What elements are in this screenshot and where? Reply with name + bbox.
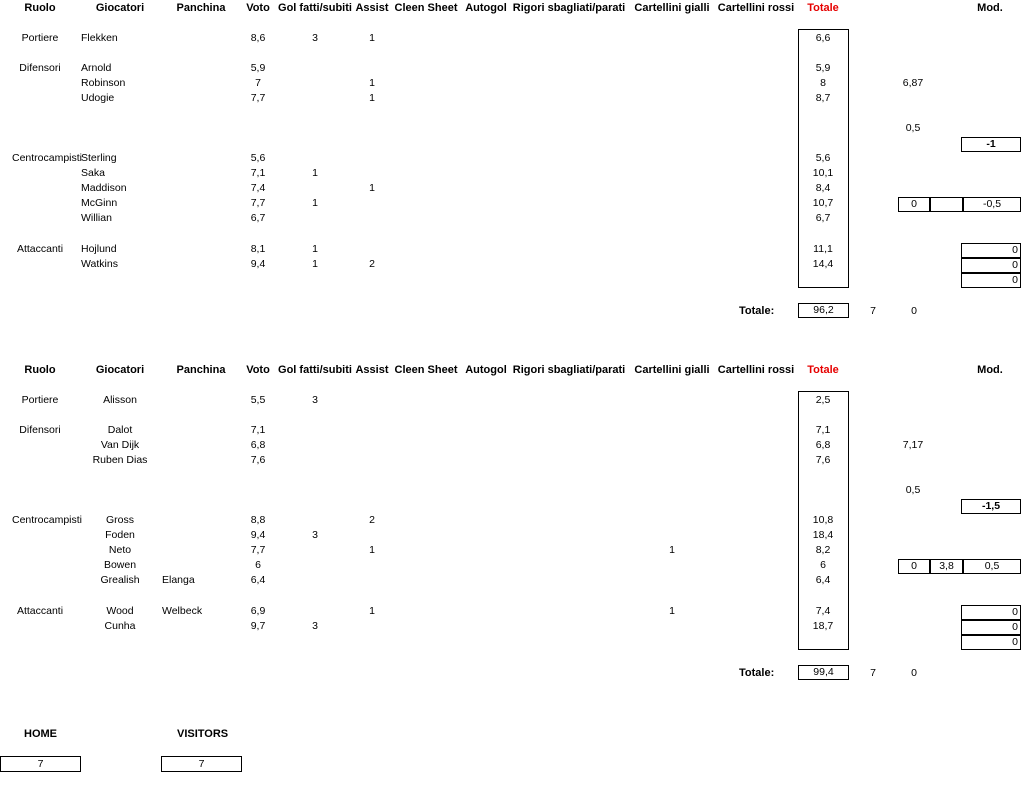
voto-cell: 6,8 <box>250 439 266 451</box>
player-name[interactable]: Hojlund <box>81 243 117 255</box>
mod-bottom-box[interactable]: 0 <box>961 605 1021 620</box>
mod-bottom-box[interactable]: 0 <box>961 258 1021 273</box>
header-ruolo: Ruolo <box>24 2 56 14</box>
totale-cell: 8 <box>820 77 826 89</box>
totale-cell: 6,6 <box>815 32 831 44</box>
home-score-box[interactable]: 7 <box>0 756 81 772</box>
voto-cell: 7,1 <box>250 424 266 436</box>
header-cartellini-gialli: Cartellini gialli <box>634 2 710 14</box>
voto-cell: 7,6 <box>250 454 266 466</box>
voto-cell: 7,1 <box>250 167 266 179</box>
voto-cell: 7,7 <box>250 544 266 556</box>
player-name[interactable]: Maddison <box>81 182 127 194</box>
voto-cell: 7,4 <box>250 182 266 194</box>
assist-cell: 1 <box>369 182 375 194</box>
header-giocatori: Giocatori <box>95 364 145 376</box>
player-name[interactable]: Gross <box>105 514 135 526</box>
player-name[interactable]: Saka <box>81 167 105 179</box>
player-name[interactable]: Sterling <box>81 152 117 164</box>
header-cartellini-gialli: Cartellini gialli <box>634 364 710 376</box>
voto-cell: 6 <box>255 559 261 571</box>
player-name[interactable]: Watkins <box>81 258 118 270</box>
totale-cell: 18,4 <box>812 529 834 541</box>
totale-column-box <box>798 29 849 288</box>
assist-cell: 1 <box>369 92 375 104</box>
voto-cell: 8,6 <box>250 32 266 44</box>
totale-cell: 10,8 <box>812 514 834 526</box>
voto-cell: 5,9 <box>250 62 266 74</box>
defense-bonus: 0,5 <box>905 122 921 134</box>
total-extra-1: 7 <box>870 667 876 679</box>
header-clean-sheet: Cleen Sheet <box>394 364 458 376</box>
gol-cell: 1 <box>312 258 318 270</box>
player-name[interactable]: Arnold <box>81 62 112 74</box>
assist-cell: 1 <box>369 544 375 556</box>
role-label-attaccanti: Attaccanti <box>16 243 64 255</box>
voto-cell: 7 <box>255 77 261 89</box>
gol-cell: 3 <box>312 620 318 632</box>
header-rigori: Rigori sbagliati/parati <box>512 364 626 376</box>
gol-cell: 1 <box>312 243 318 255</box>
mod-top-box[interactable]: -1,5 <box>961 499 1021 514</box>
totale-cell: 5,6 <box>815 152 831 164</box>
totale-cell: 7,6 <box>815 454 831 466</box>
player-name[interactable]: Van Dijk <box>100 439 140 451</box>
role-label-difensori: Difensori <box>19 62 61 74</box>
totale-cell: 2,5 <box>815 394 831 406</box>
mod-mid-box[interactable]: 0 <box>898 559 930 574</box>
cartellini-gialli-cell: 1 <box>669 605 675 617</box>
player-name[interactable]: Robinson <box>81 77 126 89</box>
role-label-centrocampisti: Centrocampisti <box>11 514 83 526</box>
player-name[interactable]: Foden <box>105 529 135 541</box>
total-label: Totale: <box>739 305 775 317</box>
player-name[interactable]: Wood <box>106 605 134 617</box>
player-name[interactable]: Udogie <box>81 92 115 104</box>
total-extra-2: 0 <box>911 667 917 679</box>
totale-cell: 7,1 <box>815 424 831 436</box>
voto-cell: 7,7 <box>250 197 266 209</box>
role-label-difensori: Difensori <box>19 424 61 436</box>
header-assist: Assist <box>355 2 389 14</box>
voto-cell: 8,8 <box>250 514 266 526</box>
bench-player: Elanga <box>162 574 195 586</box>
voto-cell: 8,1 <box>250 243 266 255</box>
player-name[interactable]: Ruben Dias <box>92 454 148 466</box>
totale-cell: 10,7 <box>812 197 834 209</box>
header-cartellini-rossi: Cartellini rossi <box>717 364 795 376</box>
totale-cell: 10,1 <box>812 167 834 179</box>
assist-cell: 1 <box>369 605 375 617</box>
visitors-label: VISITORS <box>177 728 229 740</box>
assist-cell: 2 <box>369 514 375 526</box>
totale-cell: 7,4 <box>815 605 831 617</box>
voto-cell: 5,5 <box>250 394 266 406</box>
player-name[interactable]: Cunha <box>104 620 136 632</box>
header-panchina: Panchina <box>176 364 226 376</box>
header-mod: Mod. <box>977 2 1003 14</box>
voto-cell: 9,4 <box>250 258 266 270</box>
header-autogol: Autogol <box>465 2 507 14</box>
cartellini-gialli-cell: 1 <box>669 544 675 556</box>
player-name[interactable]: Bowen <box>103 559 137 571</box>
header-voto: Voto <box>246 364 270 376</box>
assist-cell: 1 <box>369 32 375 44</box>
mod-mid-box[interactable] <box>930 197 963 212</box>
mod-mid-box[interactable]: 3,8 <box>930 559 963 574</box>
header-panchina: Panchina <box>176 2 226 14</box>
header-mod: Mod. <box>977 364 1003 376</box>
role-label-centrocampisti: Centrocampisti <box>11 152 83 164</box>
gol-cell: 1 <box>312 167 318 179</box>
player-name[interactable]: Willian <box>81 212 112 224</box>
mod-top-box[interactable]: -1 <box>961 137 1021 152</box>
mod-bottom-box[interactable]: 0 <box>961 620 1021 635</box>
assist-cell: 1 <box>369 77 375 89</box>
home-label: HOME <box>24 728 57 740</box>
total-extra-2: 0 <box>911 305 917 317</box>
header-autogol: Autogol <box>465 364 507 376</box>
gol-cell: 1 <box>312 197 318 209</box>
player-name[interactable]: Alisson <box>103 394 137 406</box>
player-name[interactable]: McGinn <box>81 197 118 209</box>
mod-bottom-box[interactable]: 0 <box>961 635 1021 650</box>
header-voto: Voto <box>246 2 270 14</box>
voto-cell: 9,4 <box>250 529 266 541</box>
total-value-box[interactable]: 96,2 <box>798 303 849 318</box>
totale-column-box <box>798 391 849 650</box>
totale-cell: 6,8 <box>815 439 831 451</box>
voto-cell: 9,7 <box>250 620 266 632</box>
role-label-portiere: Portiere <box>21 394 59 406</box>
totale-cell: 6,4 <box>815 574 831 586</box>
totale-cell: 11,1 <box>813 243 833 255</box>
header-rigori: Rigori sbagliati/parati <box>512 2 626 14</box>
voto-cell: 6,4 <box>250 574 266 586</box>
mod-bottom-box[interactable]: 0 <box>961 273 1021 288</box>
gol-cell: 3 <box>312 394 318 406</box>
total-value-box[interactable]: 99,4 <box>798 665 849 680</box>
player-name[interactable]: Dalot <box>107 424 133 436</box>
mod-mid-box[interactable]: 0,5 <box>963 559 1021 574</box>
role-label-portiere: Portiere <box>21 32 59 44</box>
voto-cell: 5,6 <box>250 152 266 164</box>
voto-cell: 6,7 <box>250 212 266 224</box>
totale-cell: 8,2 <box>815 544 831 556</box>
voto-cell: 6,9 <box>250 605 266 617</box>
header-cartellini-rossi: Cartellini rossi <box>717 2 795 14</box>
gol-cell: 3 <box>312 529 318 541</box>
header-totale: Totale <box>807 364 839 376</box>
total-extra-1: 7 <box>870 305 876 317</box>
header-gol: Gol fatti/subiti <box>278 364 352 376</box>
header-ruolo: Ruolo <box>24 364 56 376</box>
voto-cell: 7,7 <box>250 92 266 104</box>
totale-cell: 6 <box>820 559 826 571</box>
totale-cell: 6,7 <box>815 212 831 224</box>
assist-cell: 2 <box>369 258 375 270</box>
bench-player: Welbeck <box>162 605 203 617</box>
totale-cell: 8,4 <box>815 182 831 194</box>
header-clean-sheet: Cleen Sheet <box>394 2 458 14</box>
mod-bottom-box[interactable]: 0 <box>961 243 1021 258</box>
defense-average: 6,87 <box>902 77 924 89</box>
header-totale: Totale <box>807 2 839 14</box>
header-gol: Gol fatti/subiti <box>278 2 352 14</box>
totale-cell: 8,7 <box>815 92 831 104</box>
mod-mid-box[interactable]: -0,5 <box>963 197 1021 212</box>
player-name[interactable]: Neto <box>108 544 132 556</box>
gol-cell: 3 <box>312 32 318 44</box>
visitors-score-box[interactable]: 7 <box>161 756 242 772</box>
totale-cell: 5,9 <box>815 62 831 74</box>
player-name[interactable]: Grealish <box>100 574 140 586</box>
header-assist: Assist <box>355 364 389 376</box>
defense-average: 7,17 <box>902 439 924 451</box>
role-label-attaccanti: Attaccanti <box>16 605 64 617</box>
totale-cell: 14,4 <box>812 258 834 270</box>
mod-mid-box[interactable]: 0 <box>898 197 930 212</box>
total-label: Totale: <box>739 667 775 679</box>
player-name[interactable]: Flekken <box>81 32 118 44</box>
totale-cell: 18,7 <box>812 620 834 632</box>
defense-bonus: 0,5 <box>905 484 921 496</box>
header-giocatori: Giocatori <box>95 2 145 14</box>
